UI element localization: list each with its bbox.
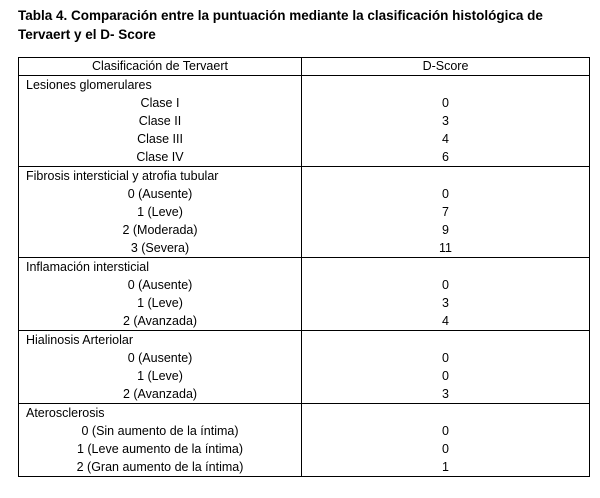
table-row <box>19 331 590 404</box>
header-row <box>19 58 590 76</box>
category-label: 0 (Ausente) <box>127 187 193 201</box>
category-label: 3 (Severa) <box>130 241 190 255</box>
category-label: 0 (Ausente) <box>127 278 193 292</box>
classification-cell <box>19 167 302 258</box>
score-value: 3 <box>442 114 449 128</box>
category-label: 1 (Leve) <box>137 205 183 219</box>
group-title: Inflamación intersticial <box>26 260 149 274</box>
table-header <box>19 58 590 76</box>
group-title: Aterosclerosis <box>26 406 105 420</box>
table-caption: Tabla 4. Comparación entre la puntuación mediante la clasificación histológica de Tervaert y el D- Score <box>18 8 543 42</box>
classification-cell <box>19 331 302 404</box>
category-label: 0 (Ausente) <box>127 351 193 365</box>
group-lesiones-glomerulares <box>19 76 590 167</box>
category-label: 2 (Avanzada) <box>122 314 198 328</box>
score-cell <box>302 404 590 477</box>
category-label: 0 (Sin aumento de la íntima) <box>81 424 239 438</box>
score-value: 1 <box>442 460 449 474</box>
score-value: 4 <box>442 314 449 328</box>
table-row <box>19 404 590 477</box>
group-fibrosis-intersticial <box>19 167 590 258</box>
score-value: 0 <box>442 424 449 438</box>
table-row <box>19 258 590 331</box>
category-label: 1 (Leve) <box>137 296 183 310</box>
score-value: 0 <box>442 278 449 292</box>
group-aterosclerosis <box>19 404 590 477</box>
score-value: 11 <box>439 241 452 255</box>
score-value: 0 <box>442 369 449 383</box>
group-title: Hialinosis Arteriolar <box>26 333 133 347</box>
category-label: 1 (Leve aumento de la íntima) <box>76 442 244 456</box>
score-cell <box>302 167 590 258</box>
category-label: 2 (Gran aumento de la íntima) <box>76 460 244 474</box>
category-label: Clase II <box>138 114 182 128</box>
header-classification: Clasificación de Tervaert <box>19 58 302 76</box>
category-label: Clase IV <box>136 150 184 164</box>
score-value: 0 <box>442 351 449 365</box>
table-row <box>19 76 590 167</box>
score-cell <box>302 76 590 167</box>
category-label: 1 (Leve) <box>137 369 183 383</box>
group-title: Lesiones glomerulares <box>26 78 152 92</box>
group-inflamacion-intersticial <box>19 258 590 331</box>
score-value: 9 <box>442 223 449 237</box>
score-value: 0 <box>442 187 449 201</box>
score-value: 6 <box>442 150 449 164</box>
group-hialinosis-arteriolar <box>19 331 590 404</box>
score-cell <box>302 258 590 331</box>
score-value: 0 <box>442 96 449 110</box>
category-label: 2 (Moderada) <box>122 223 198 237</box>
category-label: 2 (Avanzada) <box>122 387 198 401</box>
score-cell <box>302 331 590 404</box>
score-value: 3 <box>442 387 449 401</box>
classification-cell <box>19 76 302 167</box>
score-value: 4 <box>442 132 449 146</box>
score-value: 7 <box>442 205 449 219</box>
tervaert-dscore-table <box>18 57 590 477</box>
group-title: Fibrosis intersticial y atrofia tubular <box>26 169 219 183</box>
table-row <box>19 167 590 258</box>
score-value: 3 <box>442 296 449 310</box>
category-label: Clase III <box>137 132 183 146</box>
header-dscore: D-Score <box>302 58 590 76</box>
classification-cell <box>19 404 302 477</box>
category-label: Clase I <box>140 96 180 110</box>
classification-cell <box>19 258 302 331</box>
score-value: 0 <box>442 442 449 456</box>
